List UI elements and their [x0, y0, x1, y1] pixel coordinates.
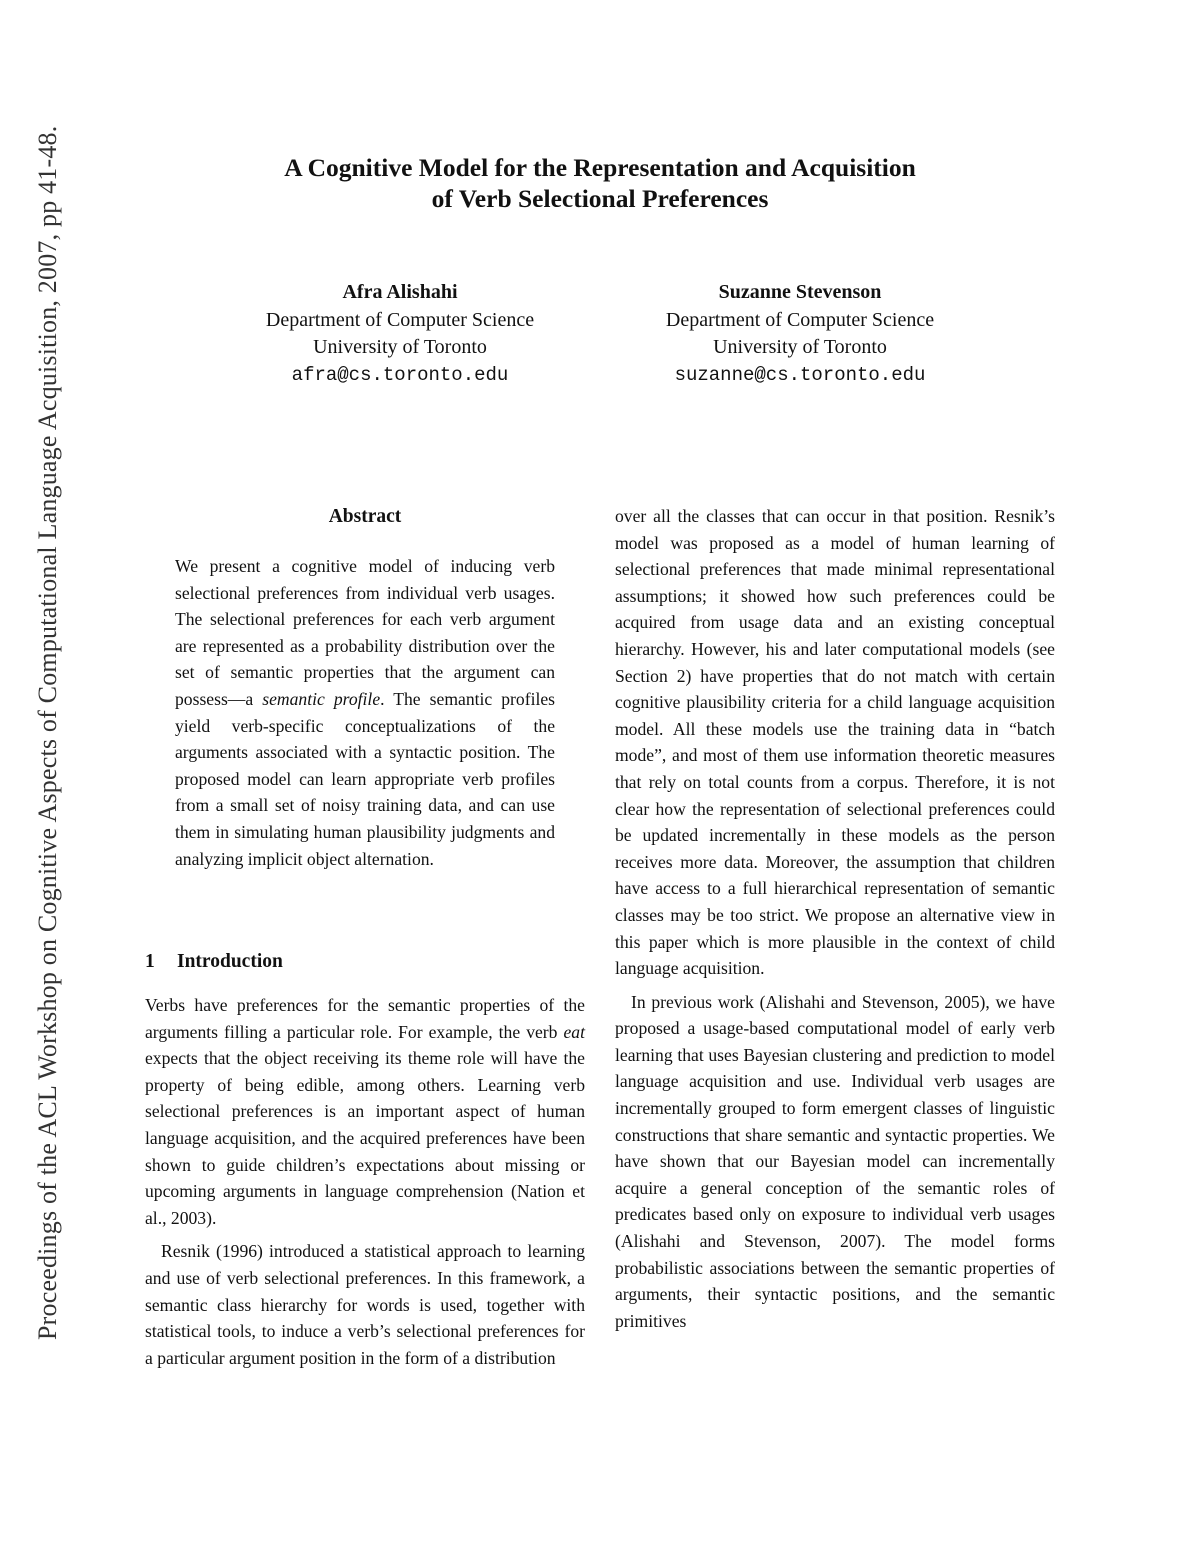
- title-line-1: A Cognitive Model for the Representation and Acquisition: [284, 153, 916, 182]
- right-column: [615, 503, 1055, 1334]
- proceedings-side-note: Proceedings of the ACL Workshop on Cognitive Aspects of Computational Language Acquisition, 2007, pp 41-48.: [33, 125, 62, 1340]
- abstract-emphasis: semantic profile: [262, 688, 381, 709]
- section-number: 1: [145, 951, 155, 972]
- abstract-heading: Abstract: [328, 506, 402, 527]
- intro-paragraph-2: Resnik (1996) introduced a statistical approach to learning and use of verb selectional preferences. In this framework, a semantic class hierarchy for words is used, together with statistical tools, to induce a verb’s selectional preferences for a particular argument position in the form of a distribution: [145, 1241, 585, 1368]
- author-name: Suzanne Stevenson: [718, 281, 882, 303]
- author-block-1: [180, 279, 620, 389]
- paper-title: [150, 152, 1050, 214]
- author-department: Department of Computer Science: [665, 308, 935, 331]
- abstract-text: [175, 553, 555, 872]
- paragraph-text: Verbs have preferences for the semantic properties of the arguments filling a particular role. For example, the verb: [145, 995, 585, 1042]
- title-line-2: of Verb Selectional Preferences: [431, 184, 769, 213]
- abstract-text-part: . The semantic profiles yield verb-specific conceptualizations of the arguments associated with a syntactic position. The proposed model can learn appropriate verb profiles from a small set of noisy training data, and can use them in simulating human plausibility judgments and analyzing implicit object alternation.: [175, 688, 556, 869]
- author-name: Afra Alishahi: [342, 281, 458, 303]
- author-block-2: [580, 279, 1020, 389]
- left-column: [145, 992, 585, 1371]
- author-email[interactable]: suzanne@cs.toronto.edu: [674, 363, 926, 386]
- author-department: Department of Computer Science: [265, 308, 535, 331]
- section-title: Introduction: [177, 951, 283, 972]
- abstract-text-part: We present a cognitive model of inducing verb selectional preferences from individual verb usages. The selectional preferences for each verb argument are represented as a probability distribution over the set of semantic properties that the argument can possess—a: [175, 556, 555, 709]
- paragraph-emphasis: eat: [563, 1021, 585, 1042]
- right-paragraph-1: over all the classes that can occur in that position. Resnik’s model was proposed as a model of human learning of selectional preferences that made minimal representational assumptions; it showed how such preferences could be acquired from usage data and an existing conceptual hierarchy. However, his and later computational models (see Section 2) have properties that do not match with certain cognitive plausibility criteria for a child language acquisition model. All these models use the training data in “batch mode”, and most of them use information theoretic measures that rely on total counts from a corpus. Therefore, it is not clear how the representation of selectional preferences could be updated incrementally in these models as the person receives more data. Moreover, the assumption that children have access to a full hierarchical representation of semantic classes may be too strict. We propose an alternative view in this paper which is more plausible in the context of child language acquisition.: [615, 506, 1055, 979]
- author-university: University of Toronto: [713, 336, 887, 358]
- section-heading-introduction: [145, 948, 585, 976]
- intro-paragraph-1: [145, 992, 585, 1231]
- right-paragraph-2: In previous work (Alishahi and Stevenson, 2005), we have proposed a usage-based computational model of early verb learning that uses Bayesian clustering and prediction to model language acquisition and use. Individual verb usages are incrementally grouped to form emergent classes of linguistic constructions that share semantic and syntactic properties. We have shown that our Bayesian model can incrementally acquire a general conception of the semantic roles of predicates based only on exposure to individual verb usages (Alishahi and Stevenson, 2007). The model forms probabilistic associations between the semantic properties of arguments, their syntactic positions, and the semantic primitives: [615, 991, 1055, 1331]
- paragraph-text: expects that the object receiving its theme role will have the property of being edible, among others. Learning verb selectional preferences is an important aspect of human language acquisition, and the acquired preferences have been shown to guide children’s expectations about missing or upcoming arguments in language comprehension (Nation et al., 2003).: [145, 1048, 585, 1228]
- author-university: University of Toronto: [313, 336, 487, 358]
- author-email[interactable]: afra@cs.toronto.edu: [291, 363, 509, 386]
